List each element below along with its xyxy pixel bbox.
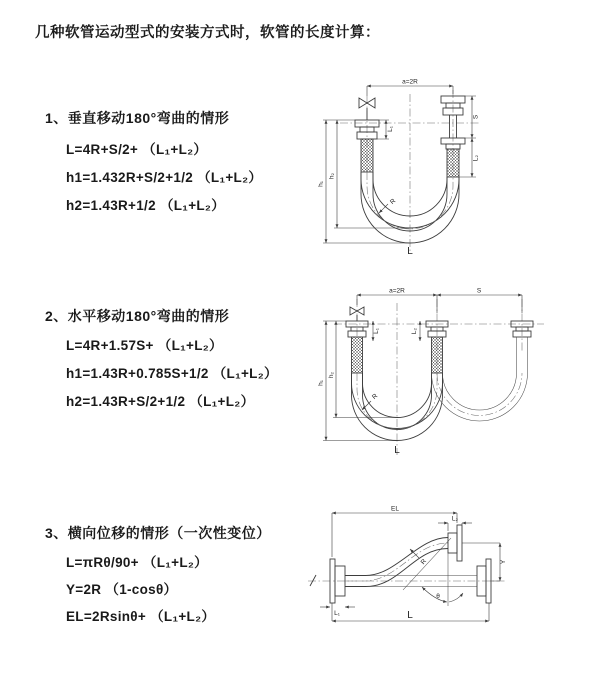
section-3-formula-EL: EL=2Rsinθ+ （L₁+L₂） xyxy=(66,609,216,624)
dim-label-a2r: a=2R xyxy=(402,78,418,86)
dimension-el xyxy=(332,513,457,557)
dimension-h1-h2 xyxy=(323,120,409,243)
page-title: 几种软管运动型式的安装方式时，软管的长度计算： xyxy=(35,25,380,41)
dim-label-l2: L₂ xyxy=(472,154,480,162)
hose-u-bend-position-2 xyxy=(432,373,528,421)
dim-label-r: R xyxy=(370,392,380,402)
section-3-formula-L: L=πRθ/90+ （L₁+L₂） xyxy=(66,555,208,570)
diagram-horizontal-180-bend xyxy=(312,283,580,463)
diagram-lateral-displacement xyxy=(300,503,595,638)
section-2-formula-h2: h2=1.43R+S/2+1/2 （L₁+L₂） xyxy=(66,394,255,409)
dim-label-el: EL xyxy=(391,505,399,513)
section-2-heading: 2、水平移动180°弯曲的情形 xyxy=(45,308,230,324)
dim-label-l1: L₁ xyxy=(334,610,340,617)
top-right-flange xyxy=(448,525,462,561)
dim-label-l1: L₁ xyxy=(373,328,380,334)
section-1-formula-L: L=4R+S/2+ （L₁+L₂） xyxy=(66,142,208,157)
dim-label-r: R xyxy=(388,197,398,207)
dim-label-h2: h₂ xyxy=(328,172,336,180)
dim-label-l: L xyxy=(407,610,413,621)
section-2-formula-h1: h1=1.43R+0.785S+1/2 （L₁+L₂） xyxy=(66,366,278,381)
angle-construction xyxy=(403,538,463,606)
dim-label-y: Y xyxy=(500,559,507,565)
dim-label-h2: h₂ xyxy=(328,371,335,379)
dim-label-r: R xyxy=(419,557,429,567)
section-1-formula-h2: h2=1.43R+1/2 （L₁+L₂） xyxy=(66,198,226,213)
dimension-a2r-s xyxy=(357,295,522,313)
centerlines xyxy=(334,299,544,455)
dim-label-s: S xyxy=(476,287,482,295)
dim-label-a2r: a=2R xyxy=(389,287,405,295)
dim-label-s: S xyxy=(472,114,480,120)
centerlines xyxy=(308,575,505,586)
axis-mark xyxy=(310,575,316,586)
section-3-formula-Y: Y=2R （1-cosθ） xyxy=(66,582,178,597)
section-1-formula-h1: h1=1.432R+S/2+1/2 （L₁+L₂） xyxy=(66,170,263,185)
dim-label-theta: θ xyxy=(436,593,440,600)
dim-label-l: L xyxy=(407,246,413,257)
dim-label-l1: L₁ xyxy=(387,126,394,132)
hose-s-curve xyxy=(345,538,448,587)
section-1-heading: 1、垂直移动180°弯曲的情形 xyxy=(45,110,230,126)
dim-label-h1: h₁ xyxy=(317,380,325,386)
section-2-formula-L: L=4R+1.57S+ （L₁+L₂） xyxy=(66,338,223,353)
dim-label-l2: L₂ xyxy=(411,327,418,335)
diagram-vertical-180-bend xyxy=(310,72,570,257)
section-3-heading: 3、横向位移的情形（一次性变位） xyxy=(45,525,271,541)
dim-label-l: L xyxy=(394,445,400,456)
dim-label-l2: L₂ xyxy=(451,515,459,523)
dim-label-h1: h₁ xyxy=(317,181,325,187)
dimension-l2 xyxy=(438,523,472,531)
